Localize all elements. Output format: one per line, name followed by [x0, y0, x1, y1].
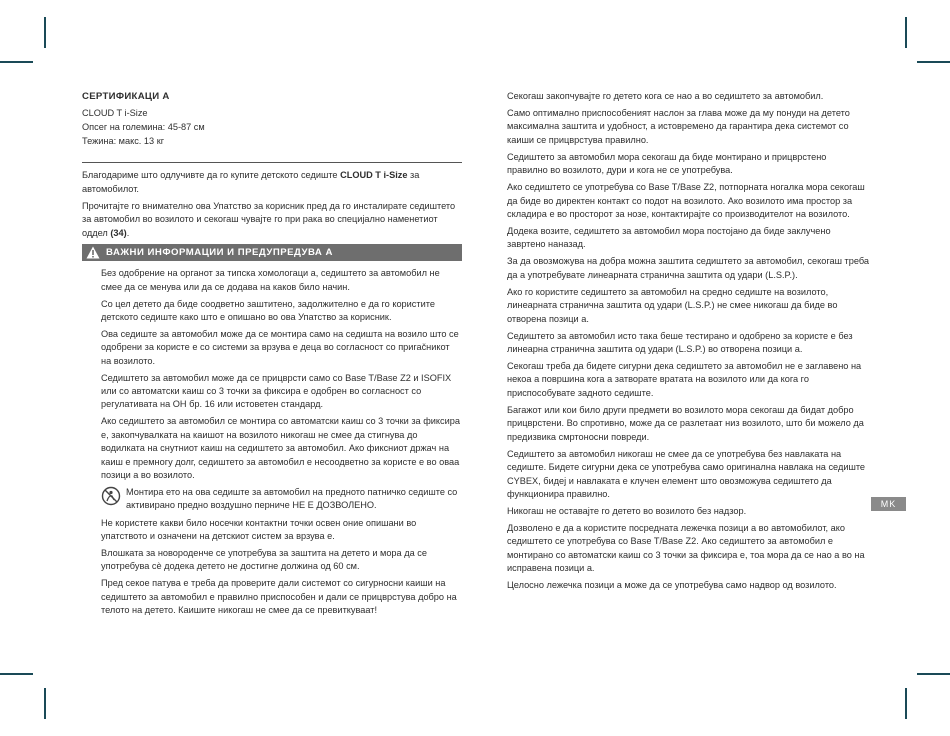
- certification-size-range: Опсег на големина: 45-87 см: [82, 122, 205, 132]
- warnings-banner-title: ВАЖНИ ИНФОРМАЦИИ И ПРЕДУПРЕДУВА А: [106, 247, 333, 259]
- warnings-banner: [82, 244, 462, 261]
- crop-mark-top-right-v: [905, 17, 907, 48]
- instruction-paragraph: Седиштето за автомобил никогаш не смее да се употребува без навлаката на седиште. Бидете сигурни дека се употребува само оригинална навлака на седиште CYBEX, бидеј и навлаката е клучен елемент што овозможува седиштето да функционира правилно.: [507, 448, 866, 499]
- warning-paragraph: Пред секое патува е треба да проверите дали системот со сигурносни каиши на седиштето за автомобил е правилно приспособен и дали се прицврстува добро на телото на детето. Каишите никогаш не смее да се превиткуваат!: [101, 578, 457, 616]
- warning-paragraph: Ова седиште за автомобил може да се монтира само на седишта на возило што се одобрени за користе е со системи за врзува е деца во согласност со приračникот на возилото.: [101, 328, 459, 366]
- airbag-note: [101, 486, 462, 513]
- crop-mark-bottom-right-h: [917, 673, 950, 675]
- warning-paragraph: Влошката за новороденче се употребува за заштита на детето и мора да се употребува сè додека детето не достигне должина од 60 см.: [101, 547, 427, 572]
- intro-thanks-text: Благодариме што одлучивте да го купите детското седиште: [82, 170, 341, 181]
- instruction-paragraph: Ако го користите седиштето за автомобил на средно седиште на возилото, линеарната странична заштита од удари (L.S.P.) не смее никогаш да биде во отворена позици а.: [507, 286, 838, 324]
- crop-mark-bottom-left-h: [0, 673, 33, 675]
- crop-mark-bottom-left-v: [44, 688, 46, 719]
- certification-product: CLOUD T i-Size: [82, 108, 148, 119]
- instruction-paragraph: Никогаш не оставајте го детето во возилото без надзор.: [507, 505, 747, 516]
- warning-paragraph: Не користете какви било носечки контактни точки освен оние опишани во упатството и означени на детскиот систем за врзува е.: [101, 517, 417, 542]
- instruction-paragraph: Ако седиштето се употребува со Base T/Base Z2, потпорната ногалка мора секогаш да биде во директен контакт со подот на возилото. Ако возилото има простор за складира е во просторот за нозе, контактирајте со производителот на возилото.: [507, 182, 865, 220]
- airbag-note-text: Монтира ето на ова седиште за автомобил на предното патничко седиште со активирано предно воздушно перниче НЕ Е ДОЗВОЛЕНО.: [126, 486, 458, 511]
- instruction-paragraph: Додека возите, седиштето за автомобил мора постојано да биде заклучено завртено наназад.: [507, 226, 831, 250]
- certification-weight: Тежина: макс. 13 кг: [82, 135, 165, 146]
- section-divider: [82, 162, 462, 163]
- intro-thanks: [82, 169, 462, 196]
- instruction-paragraph: За да овозможува на добра можна заштита седиштето за автомобил, секогаш треба да а употребувате линеарната странична заштита од удари (L.S.P.).: [507, 256, 869, 280]
- warnings-list: [82, 267, 462, 617]
- warning-paragraph: Со цел детето да биде соодветно заштитено, задолжително е да го користите детското седиште како што е опишано во ова Упатство за корисник.: [101, 298, 435, 322]
- instruction-paragraph: Седиштето за автомобил мора секогаш да биде монтирано и прицврстено правилно во возилото, дури и кога не се употребува.: [507, 151, 827, 176]
- warning-paragraph: Ако седиштето за автомобил се монтира со автоматски каиш со 3 точки за фиксира е, закопчувалката на каишот на возилото никогаш не смее да стигнува до водилката на снутниот каиш на седиштето за автомобил. Ако фиксниот држач на каиш е премногу долг, седиштето за автомобил е несоодветно за користе е во оваа позици а во возилото.: [101, 416, 460, 480]
- warning-paragraph: Седиштето за автомобил може да се прицврсти само со Base T/Base Z2 и ISOFIX или со автоматски каиш со 3 точки за фиксира е одобрен во согласност со регулативата на ОН бр. 16 или истоветен стандард.: [101, 372, 452, 410]
- certification-title: СЕРТИФИКАЦИ А: [82, 91, 170, 102]
- crop-mark-top-right-h: [917, 61, 950, 63]
- intro-thanks-end: за автомобилот.: [82, 170, 420, 194]
- crop-mark-top-left-v: [44, 17, 46, 48]
- instruction-paragraph: Дозволено е да а користите посредната лежечка позици а во автомобилот, ако седиштето се употребува со Base T/Base Z2. Ако седиштето за автомобил е монтирано со автоматски каиш со 3 точки за фиксира е, тоа мора да се нао а во на исправена позици а.: [507, 522, 865, 574]
- instruction-paragraph: Само оптимално приспособеният наслон за глава може да му понуди на детето максимална заштита и удобност, а истовремено да гарантира дека системот со каиши се прицврстува правилно.: [507, 108, 850, 145]
- intro-product-name: CLOUD T i-Size: [340, 170, 408, 181]
- instruction-paragraph: Багажот или кои било други предмети во возилото мора секогаш да бидат добро прицврстени. Во спротивно, може да се разлетаат низ возилото, што би можело да предизвика смртоносни повреди.: [507, 404, 864, 442]
- left-column: [82, 90, 462, 621]
- crop-mark-bottom-right-v: [905, 688, 907, 719]
- instruction-paragraph: Целосно лежечка позици а може да се употребува само надвор од возилото.: [507, 580, 837, 591]
- crop-mark-top-left-h: [0, 61, 33, 63]
- warning-paragraph: Без одобрение на органот за типска хомологаци а, седиштето за автомобил не смее да се менува или да се додава на каков било начин.: [101, 268, 440, 292]
- intro-read-end: .: [126, 227, 130, 238]
- intro-read-manual: [82, 200, 462, 240]
- warning-triangle-icon: [86, 246, 100, 259]
- instruction-paragraph: Седиштето за автомобил исто така беше тестирано и одобрено за користе е без линеарна странична заштита од удари (L.S.P.) во отворена позици а.: [507, 330, 853, 355]
- instruction-paragraph: Секогаш закопчувајте го детето кога се нао а во седиштето за автомобил.: [507, 91, 824, 101]
- language-tab: MK: [871, 497, 906, 511]
- right-column: [507, 90, 869, 596]
- no-airbag-icon: [101, 486, 121, 506]
- intro-compartment-ref: (34): [110, 227, 127, 238]
- instruction-paragraph: Секогаш треба да бидете сигурни дека седиштето за автомобил не е заглавено на некоа а површина кога а затворате вратата на возилото или да кога го приспособувате задното седиште.: [507, 361, 862, 398]
- intro-read-text: Прочитајте го внимателно ова Упатство за корисник пред да го инсталирате седиштето за автомобил во возилото и секогаш чувајте го при рака во специјално наменетиот оддел: [82, 201, 456, 238]
